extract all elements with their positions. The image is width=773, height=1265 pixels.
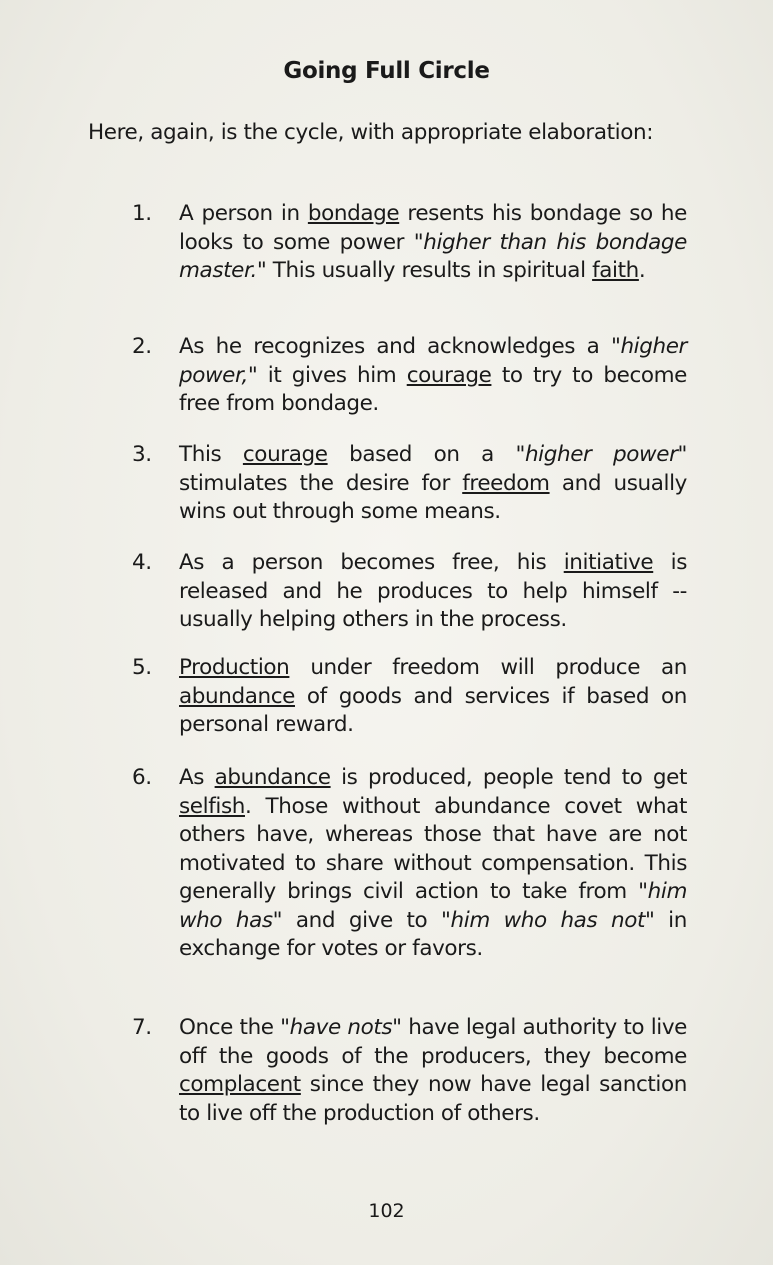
list-item-7 (132, 1014, 712, 1128)
list-item-text (179, 1014, 687, 1128)
text-segment: have legal authority to live off the goods of the producers, they become (179, 1015, 687, 1069)
text-segment: and give to (282, 907, 442, 933)
text-segment: under freedom will produce an (289, 655, 687, 680)
text-segment: since they now have legal sanction to live off the production of others. (179, 1072, 687, 1126)
quoted-phrase: "higher power," (179, 334, 687, 388)
text-segment: is released and he produces to help himself -- usually helping others in the process. (179, 550, 687, 632)
text-segment: Once the (179, 1015, 281, 1040)
page-number: 102 (368, 1200, 405, 1222)
list-item-text (179, 333, 687, 419)
list-item-text (179, 200, 687, 286)
underlined-term: selfish (179, 793, 245, 819)
list-item-number: 3. (132, 442, 152, 467)
text-segment: is produced, people tend to get (330, 765, 687, 790)
quoted-phrase: "higher power" (515, 442, 687, 467)
list-item-2 (132, 333, 712, 419)
underlined-term: courage (406, 362, 492, 388)
text-segment: based on a (327, 442, 516, 467)
quoted-phrase: "him who has not" (441, 907, 655, 933)
text-segment: it gives him (257, 362, 407, 388)
underlined-term: initiative (563, 550, 654, 575)
text-segment: resents his bondage so he looks to some power (179, 201, 687, 255)
underlined-term: faith (592, 258, 639, 283)
list-item-text (179, 654, 687, 740)
underlined-term: freedom (462, 470, 550, 496)
text-segment: in exchange for votes or favors. (179, 907, 687, 961)
underlined-term: abundance (214, 765, 331, 790)
text-segment: As he recognizes and acknowledges a (179, 334, 611, 359)
text-segment: . Those without abundance covet what others have, whereas those that have are not motivated to share without compensation. This generally brings civil action to take from (179, 793, 687, 904)
quoted-phrase: "him who has" (179, 879, 687, 933)
intro-paragraph: Here, again, is the cycle, with appropriate elaboration: (88, 120, 654, 145)
list-item-3 (132, 441, 712, 527)
underlined-term: abundance (179, 683, 295, 709)
list-item-6 (132, 764, 712, 964)
list-item-text (179, 441, 687, 527)
text-segment: of goods and services if based on personal reward. (179, 683, 687, 737)
underlined-term: complacent (179, 1072, 301, 1097)
list-item-text (179, 764, 687, 964)
text-segment: . (638, 258, 646, 283)
quoted-phrase: "have nots" (280, 1015, 402, 1040)
list-item-1 (132, 200, 712, 286)
list-item-number: 5. (132, 655, 152, 680)
underlined-term: bondage (307, 201, 400, 226)
page-title: Going Full Circle (283, 58, 490, 84)
underlined-term: Production (179, 655, 290, 680)
list-item-5 (132, 654, 712, 740)
list-item-text (179, 549, 687, 635)
list-item-number: 2. (132, 334, 152, 359)
text-segment: This (179, 442, 243, 467)
text-segment: A person in (179, 201, 308, 226)
text-segment: and usually wins out through some means. (179, 470, 687, 524)
text-segment: stimulates the desire for (179, 470, 463, 496)
underlined-term: courage (242, 442, 328, 467)
list-item-number: 7. (132, 1015, 152, 1040)
list-item-4 (132, 549, 712, 635)
quoted-phrase: "higher than his bondage master." (179, 229, 687, 283)
text-segment: This usually results in spiritual (266, 258, 593, 283)
list-item-number: 4. (132, 550, 152, 575)
list-item-number: 1. (132, 201, 152, 226)
text-segment: As a person becomes free, his (179, 550, 564, 575)
list-item-number: 6. (132, 765, 152, 790)
text-segment: to try to become free from bondage. (179, 362, 687, 416)
text-segment: As (179, 765, 215, 790)
